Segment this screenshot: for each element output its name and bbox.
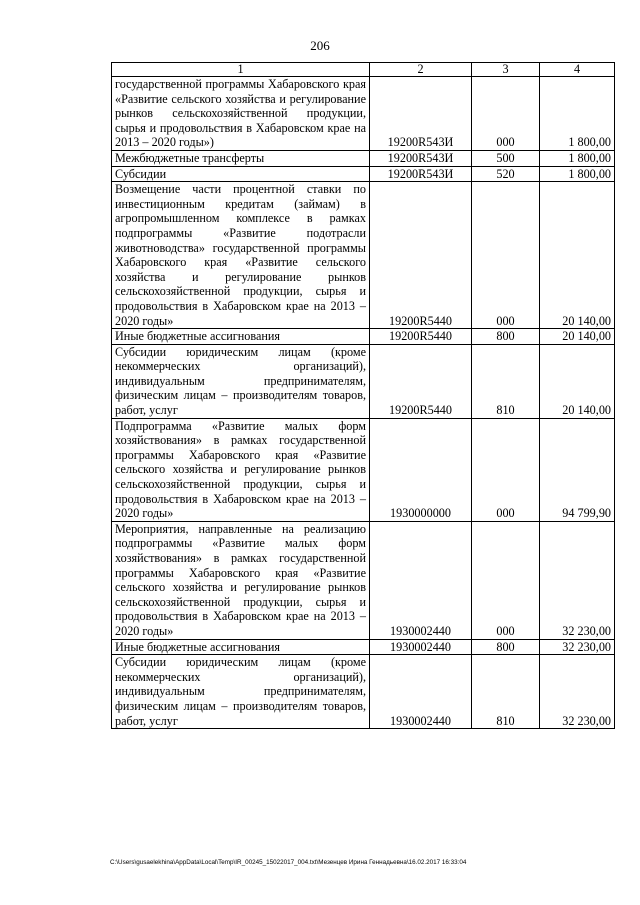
row-amount: 32 230,00 (540, 521, 615, 639)
column-header: 2 (370, 63, 472, 77)
row-amount: 32 230,00 (540, 655, 615, 729)
row-amount: 32 230,00 (540, 639, 615, 655)
row-name: Подпрограмма «Развитие малых форм хозяйствования» в рамках государственной программы Хабаровского края «Развитие сельского хозяйства и регулирование рынков сельскохозяйственной продукции, сырья и продовольствия в Хабаровском крае на 2013 – 2020 годы» (112, 418, 370, 521)
row-code: 1930002440 (370, 521, 472, 639)
row-amount: 1 800,00 (540, 166, 615, 182)
file-path-footer: C:\Users\gusaelekhina\AppData\Local\Temp\IR_00245_15022017_004.txt\Мезенцев Ирина Геннадьевна\16.02.2017 16:33:04 (110, 859, 467, 866)
row-code: 19200R543И (370, 77, 472, 151)
column-header: 4 (540, 63, 615, 77)
row-amount: 20 140,00 (540, 182, 615, 329)
row-name: Иные бюджетные ассигнования (112, 329, 370, 345)
row-name: Мероприятия, направленные на реализацию подпрограммы «Развитие малых форм хозяйствования» в рамках государственной программы Хабаровского края «Развитие сельского хозяйства и регулирование рынков сельскохозяйственной продукции, сырья и продовольствия в Хабаровском крае на 2013 – 2020 годы» (112, 521, 370, 639)
row-type: 810 (472, 655, 540, 729)
row-name: Субсидии юридическим лицам (кроме некоммерческих организаций), индивидуальным предпринимателям, физическим лицам – производителям товаров, работ, услуг (112, 344, 370, 418)
row-type: 000 (472, 77, 540, 151)
row-code: 19200R5440 (370, 344, 472, 418)
table-row (112, 344, 615, 418)
row-code: 19200R543И (370, 166, 472, 182)
row-amount: 1 800,00 (540, 150, 615, 166)
row-type: 810 (472, 344, 540, 418)
row-name: Субсидии юридическим лицам (кроме некоммерческих организаций), индивидуальным предпринимателям, физическим лицам – производителям товаров, работ, услуг (112, 655, 370, 729)
table-row (112, 418, 615, 521)
row-code: 1930002440 (370, 655, 472, 729)
row-type: 800 (472, 639, 540, 655)
row-amount: 20 140,00 (540, 329, 615, 345)
row-amount: 20 140,00 (540, 344, 615, 418)
table-row (112, 639, 615, 655)
column-header: 1 (112, 63, 370, 77)
row-name: Субсидии (112, 166, 370, 182)
table-row (112, 166, 615, 182)
table-row (112, 521, 615, 639)
page-number: 206 (310, 38, 330, 53)
row-name: государственной программы Хабаровского края «Развитие сельского хозяйства и регулирование рынков сельскохозяйственной продукции, сырья и продовольствия в Хабаровском крае на 2013 – 2020 годы») (112, 77, 370, 151)
table-row (112, 329, 615, 345)
row-code: 19200R543И (370, 150, 472, 166)
row-type: 800 (472, 329, 540, 345)
row-type: 500 (472, 150, 540, 166)
row-code: 1930002440 (370, 639, 472, 655)
table-header-row (112, 63, 615, 77)
table-row (112, 77, 615, 151)
row-name: Возмещение части процентной ставки по инвестиционным кредитам (займам) в агропромышленном комплексе в рамках подпрограммы «Развитие подотрасли животноводства» государственной программы Хабаровского края «Развитие сельского хозяйства и регулирование рынков сельскохозяйственной продукции, сырья и продовольствия в Хабаровском крае на 2013 – 2020 годы» (112, 182, 370, 329)
row-name: Межбюджетные трансферты (112, 150, 370, 166)
table-row (112, 150, 615, 166)
row-type: 520 (472, 166, 540, 182)
table-row (112, 655, 615, 729)
row-type: 000 (472, 521, 540, 639)
table-row (112, 182, 615, 329)
row-name: Иные бюджетные ассигнования (112, 639, 370, 655)
row-type: 000 (472, 418, 540, 521)
row-code: 1930000000 (370, 418, 472, 521)
row-type: 000 (472, 182, 540, 329)
row-amount: 94 799,90 (540, 418, 615, 521)
budget-table (111, 62, 615, 729)
row-code: 19200R5440 (370, 182, 472, 329)
column-header: 3 (472, 63, 540, 77)
row-code: 19200R5440 (370, 329, 472, 345)
row-amount: 1 800,00 (540, 77, 615, 151)
